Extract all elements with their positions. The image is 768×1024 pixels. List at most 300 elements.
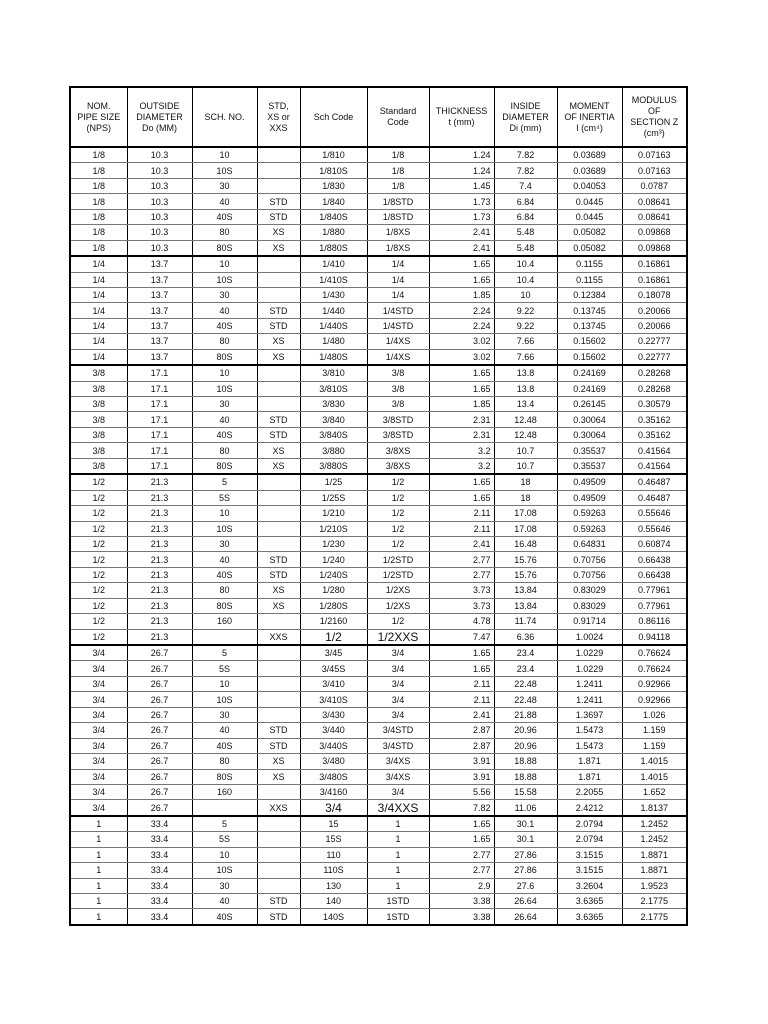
cell-nps: 1 (70, 878, 127, 893)
cell-outside-diameter: 21.3 (127, 583, 192, 598)
cell-inside-diameter: 18 (494, 490, 557, 505)
cell-schedule-number: 160 (192, 614, 257, 629)
cell-standard-code: 1/2XXS (367, 629, 429, 645)
cell-nps: 1/2 (70, 521, 127, 536)
cell-sch-code: 3/410 (300, 676, 367, 691)
cell-outside-diameter: 26.7 (127, 723, 192, 738)
cell-std-class: STD (257, 552, 300, 567)
cell-thickness: 2.77 (429, 863, 494, 878)
table-row (70, 583, 687, 598)
cell-outside-diameter: 17.1 (127, 365, 192, 381)
cell-nps: 1/8 (70, 194, 127, 209)
cell-nps: 1/8 (70, 240, 127, 256)
cell-outside-diameter: 33.4 (127, 894, 192, 909)
cell-std-class (257, 397, 300, 412)
cell-std-class (257, 163, 300, 178)
cell-inside-diameter: 13.84 (494, 598, 557, 613)
cell-schedule-number: 40 (192, 303, 257, 318)
cell-nps: 1/2 (70, 536, 127, 551)
cell-sch-code: 1/210 (300, 506, 367, 521)
cell-moment-of-inertia: 1.3697 (557, 707, 622, 722)
table-row (70, 147, 687, 163)
cell-outside-diameter: 13.7 (127, 272, 192, 287)
cell-nps: 1/2 (70, 598, 127, 613)
cell-nps: 1 (70, 894, 127, 909)
cell-sch-code: 1/830 (300, 178, 367, 193)
cell-moment-of-inertia: 2.0794 (557, 832, 622, 847)
cell-modulus-of-section: 0.07163 (622, 163, 687, 178)
cell-schedule-number: 80S (192, 598, 257, 613)
cell-inside-diameter: 22.48 (494, 676, 557, 691)
table-row (70, 349, 687, 365)
cell-inside-diameter: 10.4 (494, 256, 557, 272)
cell-thickness: 3.38 (429, 909, 494, 925)
cell-thickness: 2.11 (429, 506, 494, 521)
cell-outside-diameter: 21.3 (127, 490, 192, 505)
cell-modulus-of-section: 0.76624 (622, 645, 687, 661)
cell-inside-diameter: 26.64 (494, 909, 557, 925)
cell-modulus-of-section: 0.16861 (622, 272, 687, 287)
cell-moment-of-inertia: 1.5473 (557, 738, 622, 753)
cell-std-class (257, 863, 300, 878)
cell-outside-diameter: 21.3 (127, 567, 192, 582)
cell-standard-code: 1/8STD (367, 209, 429, 224)
cell-std-class (257, 256, 300, 272)
cell-inside-diameter: 7.82 (494, 147, 557, 163)
cell-moment-of-inertia: 0.70756 (557, 567, 622, 582)
cell-sch-code: 3/810 (300, 365, 367, 381)
cell-nps: 3/8 (70, 365, 127, 381)
cell-standard-code: 1/4STD (367, 303, 429, 318)
cell-standard-code: 1/8XS (367, 240, 429, 256)
cell-sch-code: 3/480S (300, 769, 367, 784)
table-row (70, 832, 687, 847)
cell-outside-diameter: 21.3 (127, 552, 192, 567)
cell-sch-code: 3/410S (300, 692, 367, 707)
cell-modulus-of-section: 1.9523 (622, 878, 687, 893)
cell-schedule-number: 5 (192, 474, 257, 490)
cell-modulus-of-section: 0.28268 (622, 381, 687, 396)
col-header-modulus-of-section: MODULUS OF SECTION Z (cm³) (622, 87, 687, 147)
cell-sch-code: 1/280 (300, 583, 367, 598)
cell-thickness: 2.87 (429, 723, 494, 738)
cell-outside-diameter: 10.3 (127, 178, 192, 193)
table-row (70, 381, 687, 396)
cell-schedule-number: 10 (192, 256, 257, 272)
cell-outside-diameter: 17.1 (127, 427, 192, 442)
cell-modulus-of-section: 0.55646 (622, 521, 687, 536)
cell-modulus-of-section: 0.66438 (622, 552, 687, 567)
cell-std-class (257, 832, 300, 847)
cell-sch-code: 1/210S (300, 521, 367, 536)
cell-thickness: 1.45 (429, 178, 494, 193)
cell-inside-diameter: 6.84 (494, 194, 557, 209)
cell-standard-code: 3/4 (367, 645, 429, 661)
cell-modulus-of-section: 0.77961 (622, 583, 687, 598)
cell-inside-diameter: 26.64 (494, 894, 557, 909)
cell-nps: 1/8 (70, 225, 127, 240)
cell-sch-code: 110 (300, 847, 367, 862)
cell-outside-diameter: 17.1 (127, 458, 192, 474)
cell-nps: 3/4 (70, 707, 127, 722)
table-row (70, 754, 687, 769)
cell-modulus-of-section: 1.8871 (622, 863, 687, 878)
table-row (70, 909, 687, 925)
cell-moment-of-inertia: 1.0024 (557, 629, 622, 645)
cell-standard-code: 3/8STD (367, 412, 429, 427)
cell-nps: 3/4 (70, 769, 127, 784)
pipe-schedule-table (69, 86, 688, 926)
cell-standard-code: 1/4XS (367, 334, 429, 349)
cell-std-class: XS (257, 240, 300, 256)
cell-sch-code: 140 (300, 894, 367, 909)
cell-outside-diameter: 21.3 (127, 536, 192, 551)
cell-moment-of-inertia: 0.24169 (557, 365, 622, 381)
cell-standard-code: 3/4 (367, 784, 429, 799)
cell-thickness: 2.77 (429, 567, 494, 582)
cell-nps: 1 (70, 816, 127, 832)
cell-inside-diameter: 16.48 (494, 536, 557, 551)
cell-inside-diameter: 23.4 (494, 661, 557, 676)
cell-outside-diameter: 33.4 (127, 909, 192, 925)
cell-nps: 1 (70, 909, 127, 925)
cell-std-class: XS (257, 349, 300, 365)
cell-outside-diameter: 13.7 (127, 303, 192, 318)
cell-std-class: XS (257, 334, 300, 349)
cell-standard-code: 3/8 (367, 397, 429, 412)
cell-sch-code: 3/45S (300, 661, 367, 676)
cell-schedule-number: 10 (192, 506, 257, 521)
cell-outside-diameter: 33.4 (127, 863, 192, 878)
cell-outside-diameter: 10.3 (127, 240, 192, 256)
cell-inside-diameter: 10 (494, 287, 557, 302)
cell-thickness: 3.02 (429, 349, 494, 365)
table-row (70, 458, 687, 474)
cell-nps: 3/4 (70, 738, 127, 753)
cell-outside-diameter: 33.4 (127, 847, 192, 862)
cell-thickness: 2.31 (429, 427, 494, 442)
cell-outside-diameter: 21.3 (127, 474, 192, 490)
cell-modulus-of-section: 0.86116 (622, 614, 687, 629)
table-row (70, 894, 687, 909)
cell-modulus-of-section: 0.41564 (622, 458, 687, 474)
cell-std-class (257, 147, 300, 163)
cell-schedule-number: 40S (192, 567, 257, 582)
cell-inside-diameter: 11.74 (494, 614, 557, 629)
cell-schedule-number: 10 (192, 676, 257, 691)
cell-inside-diameter: 7.66 (494, 334, 557, 349)
cell-std-class: STD (257, 894, 300, 909)
cell-nps: 1/4 (70, 334, 127, 349)
cell-moment-of-inertia: 0.59263 (557, 506, 622, 521)
cell-std-class (257, 287, 300, 302)
table-row (70, 303, 687, 318)
table-row (70, 536, 687, 551)
cell-nps: 3/8 (70, 412, 127, 427)
cell-std-class: XXS (257, 800, 300, 816)
cell-nps: 3/4 (70, 692, 127, 707)
table-row (70, 614, 687, 629)
cell-inside-diameter: 5.48 (494, 240, 557, 256)
col-header-sch-code: Sch Code (300, 87, 367, 147)
cell-moment-of-inertia: 1.5473 (557, 723, 622, 738)
cell-outside-diameter: 26.7 (127, 784, 192, 799)
cell-nps: 3/8 (70, 458, 127, 474)
cell-standard-code: 1/2 (367, 506, 429, 521)
cell-nps: 1/2 (70, 490, 127, 505)
cell-std-class: XS (257, 583, 300, 598)
cell-std-class (257, 474, 300, 490)
table-row (70, 209, 687, 224)
cell-standard-code: 1 (367, 816, 429, 832)
cell-modulus-of-section: 0.08641 (622, 194, 687, 209)
cell-moment-of-inertia: 1.0229 (557, 645, 622, 661)
cell-standard-code: 1/2 (367, 614, 429, 629)
cell-std-class: STD (257, 427, 300, 442)
cell-nps: 1/4 (70, 318, 127, 333)
cell-thickness: 1.85 (429, 287, 494, 302)
cell-modulus-of-section: 0.76624 (622, 661, 687, 676)
cell-schedule-number: 40S (192, 318, 257, 333)
cell-outside-diameter: 10.3 (127, 225, 192, 240)
cell-schedule-number: 40 (192, 552, 257, 567)
cell-outside-diameter: 21.3 (127, 629, 192, 645)
cell-thickness: 2.11 (429, 521, 494, 536)
cell-sch-code: 1/2160 (300, 614, 367, 629)
cell-schedule-number: 80 (192, 754, 257, 769)
cell-moment-of-inertia: 0.1155 (557, 256, 622, 272)
cell-modulus-of-section: 0.22777 (622, 334, 687, 349)
cell-standard-code: 3/4 (367, 692, 429, 707)
cell-moment-of-inertia: 0.26145 (557, 397, 622, 412)
table-row (70, 334, 687, 349)
cell-standard-code: 3/8XS (367, 443, 429, 458)
cell-sch-code: 1/810 (300, 147, 367, 163)
cell-inside-diameter: 10.7 (494, 458, 557, 474)
cell-schedule-number: 80 (192, 583, 257, 598)
cell-sch-code: 15S (300, 832, 367, 847)
cell-thickness: 2.77 (429, 847, 494, 862)
cell-outside-diameter: 26.7 (127, 738, 192, 753)
cell-outside-diameter: 17.1 (127, 397, 192, 412)
cell-standard-code: 1/2 (367, 521, 429, 536)
cell-standard-code: 3/4XS (367, 754, 429, 769)
cell-thickness: 1.65 (429, 661, 494, 676)
cell-moment-of-inertia: 3.1515 (557, 847, 622, 862)
cell-schedule-number: 40 (192, 723, 257, 738)
cell-outside-diameter: 26.7 (127, 661, 192, 676)
col-header-moment-of-inertia: MOMENT OF INERTIA I (cm⁴) (557, 87, 622, 147)
cell-schedule-number: 80 (192, 334, 257, 349)
table-row (70, 863, 687, 878)
cell-schedule-number: 40S (192, 209, 257, 224)
cell-std-class (257, 692, 300, 707)
cell-standard-code: 3/4XXS (367, 800, 429, 816)
cell-inside-diameter: 12.48 (494, 427, 557, 442)
cell-moment-of-inertia: 2.4212 (557, 800, 622, 816)
cell-modulus-of-section: 0.28268 (622, 365, 687, 381)
cell-modulus-of-section: 0.94118 (622, 629, 687, 645)
cell-sch-code: 3/4 (300, 800, 367, 816)
cell-schedule-number: 40 (192, 894, 257, 909)
cell-standard-code: 1/8STD (367, 194, 429, 209)
cell-outside-diameter: 13.7 (127, 334, 192, 349)
cell-thickness: 3.38 (429, 894, 494, 909)
cell-outside-diameter: 33.4 (127, 878, 192, 893)
cell-modulus-of-section: 2.1775 (622, 909, 687, 925)
cell-moment-of-inertia: 3.1515 (557, 863, 622, 878)
cell-modulus-of-section: 1.4015 (622, 769, 687, 784)
cell-nps: 3/8 (70, 443, 127, 458)
cell-outside-diameter: 13.7 (127, 349, 192, 365)
cell-schedule-number: 80S (192, 240, 257, 256)
cell-moment-of-inertia: 0.05082 (557, 225, 622, 240)
cell-inside-diameter: 15.58 (494, 784, 557, 799)
cell-moment-of-inertia: 0.91714 (557, 614, 622, 629)
cell-thickness: 2.87 (429, 738, 494, 753)
cell-standard-code: 1/2STD (367, 552, 429, 567)
cell-thickness: 5.56 (429, 784, 494, 799)
cell-outside-diameter: 26.7 (127, 769, 192, 784)
cell-moment-of-inertia: 2.2055 (557, 784, 622, 799)
cell-inside-diameter: 30.1 (494, 816, 557, 832)
cell-thickness: 1.65 (429, 381, 494, 396)
cell-std-class (257, 365, 300, 381)
cell-thickness: 1.65 (429, 645, 494, 661)
table-row (70, 506, 687, 521)
cell-sch-code: 3/430 (300, 707, 367, 722)
cell-std-class (257, 676, 300, 691)
cell-std-class (257, 784, 300, 799)
cell-nps: 3/8 (70, 381, 127, 396)
cell-modulus-of-section: 0.55646 (622, 506, 687, 521)
cell-nps: 3/8 (70, 427, 127, 442)
cell-inside-diameter: 23.4 (494, 645, 557, 661)
cell-modulus-of-section: 1.8871 (622, 847, 687, 862)
cell-nps: 3/4 (70, 784, 127, 799)
cell-modulus-of-section: 1.2452 (622, 832, 687, 847)
cell-thickness: 1.65 (429, 490, 494, 505)
col-header-standard-code: Standard Code (367, 87, 429, 147)
cell-schedule-number: 80S (192, 769, 257, 784)
cell-moment-of-inertia: 0.24169 (557, 381, 622, 396)
cell-nps: 3/4 (70, 676, 127, 691)
table-body (70, 147, 687, 925)
table-row (70, 707, 687, 722)
cell-outside-diameter: 21.3 (127, 506, 192, 521)
cell-inside-diameter: 10.4 (494, 272, 557, 287)
cell-sch-code: 1/440S (300, 318, 367, 333)
cell-std-class: STD (257, 567, 300, 582)
cell-std-class: STD (257, 909, 300, 925)
cell-modulus-of-section: 0.92966 (622, 692, 687, 707)
cell-sch-code: 15 (300, 816, 367, 832)
cell-outside-diameter: 26.7 (127, 645, 192, 661)
cell-nps: 3/8 (70, 397, 127, 412)
cell-thickness: 1.65 (429, 474, 494, 490)
cell-schedule-number (192, 800, 257, 816)
col-header-nps: NOM. PIPE SIZE (NPS) (70, 87, 127, 147)
cell-standard-code: 1 (367, 847, 429, 862)
col-header-outside-diameter: OUTSIDE DIAMETER Do (MM) (127, 87, 192, 147)
cell-standard-code: 3/4 (367, 661, 429, 676)
cell-inside-diameter: 9.22 (494, 318, 557, 333)
cell-schedule-number: 30 (192, 397, 257, 412)
cell-sch-code: 3/480 (300, 754, 367, 769)
cell-outside-diameter: 21.3 (127, 598, 192, 613)
cell-modulus-of-section: 0.08641 (622, 209, 687, 224)
cell-modulus-of-section: 1.159 (622, 738, 687, 753)
cell-thickness: 2.24 (429, 303, 494, 318)
table-row (70, 723, 687, 738)
table-row (70, 784, 687, 799)
cell-std-class: STD (257, 412, 300, 427)
cell-inside-diameter: 6.36 (494, 629, 557, 645)
cell-standard-code: 1STD (367, 894, 429, 909)
cell-nps: 3/4 (70, 645, 127, 661)
cell-inside-diameter: 12.48 (494, 412, 557, 427)
cell-sch-code: 3/440S (300, 738, 367, 753)
table-row (70, 365, 687, 381)
cell-outside-diameter: 33.4 (127, 832, 192, 847)
cell-schedule-number: 5 (192, 816, 257, 832)
cell-std-class: STD (257, 209, 300, 224)
cell-thickness: 2.11 (429, 676, 494, 691)
cell-inside-diameter: 18.88 (494, 754, 557, 769)
cell-std-class: XXS (257, 629, 300, 645)
cell-outside-diameter: 13.7 (127, 256, 192, 272)
cell-thickness: 3.91 (429, 754, 494, 769)
cell-nps: 1 (70, 832, 127, 847)
cell-modulus-of-section: 0.09868 (622, 240, 687, 256)
table-row (70, 816, 687, 832)
table-row (70, 800, 687, 816)
cell-outside-diameter: 26.7 (127, 676, 192, 691)
cell-moment-of-inertia: 0.03689 (557, 163, 622, 178)
cell-nps: 1/4 (70, 349, 127, 365)
cell-schedule-number: 10S (192, 692, 257, 707)
cell-modulus-of-section: 1.4015 (622, 754, 687, 769)
cell-inside-diameter: 13.8 (494, 365, 557, 381)
cell-nps: 1/2 (70, 567, 127, 582)
cell-schedule-number: 80 (192, 443, 257, 458)
cell-thickness: 3.2 (429, 443, 494, 458)
cell-modulus-of-section: 0.30579 (622, 397, 687, 412)
cell-standard-code: 3/4 (367, 676, 429, 691)
cell-std-class: XS (257, 754, 300, 769)
cell-inside-diameter: 20.96 (494, 738, 557, 753)
cell-schedule-number: 30 (192, 707, 257, 722)
cell-standard-code: 1/8XS (367, 225, 429, 240)
cell-sch-code: 3/880 (300, 443, 367, 458)
cell-thickness: 1.65 (429, 365, 494, 381)
cell-modulus-of-section: 2.1775 (622, 894, 687, 909)
table-row (70, 240, 687, 256)
cell-moment-of-inertia: 0.13745 (557, 303, 622, 318)
cell-std-class (257, 272, 300, 287)
cell-schedule-number: 30 (192, 878, 257, 893)
table-row (70, 474, 687, 490)
cell-moment-of-inertia: 0.49509 (557, 474, 622, 490)
cell-modulus-of-section: 0.35162 (622, 427, 687, 442)
cell-standard-code: 1 (367, 878, 429, 893)
cell-standard-code: 3/4XS (367, 769, 429, 784)
cell-moment-of-inertia: 0.15602 (557, 334, 622, 349)
cell-modulus-of-section: 1.159 (622, 723, 687, 738)
cell-nps: 1 (70, 847, 127, 862)
cell-sch-code: 3/4160 (300, 784, 367, 799)
cell-std-class: STD (257, 723, 300, 738)
